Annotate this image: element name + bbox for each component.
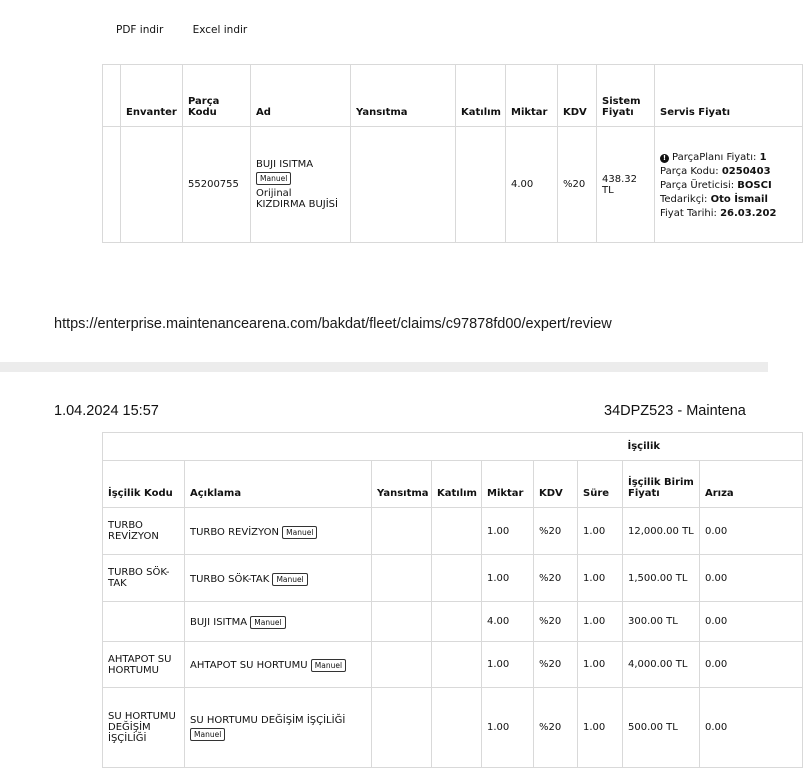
duration-cell: 1.00 — [578, 642, 623, 688]
duration-header: Süre — [578, 461, 623, 508]
participation-header: Katılım — [456, 65, 506, 127]
labor-group-header-row — [103, 433, 803, 461]
manual-badge: Manuel — [256, 172, 291, 185]
description-cell: BUJI ISITMA Manuel — [185, 602, 372, 642]
part-description: KIZDIRMA BUJİSİ — [256, 199, 338, 210]
manual-badge: Manuel — [190, 728, 225, 741]
excel-download-link[interactable]: Excel indir — [192, 24, 248, 36]
manual-badge: Manuel — [282, 526, 317, 539]
name-header: Ad — [251, 65, 351, 127]
labor-code-cell: AHTAPOT SU HORTUMU — [103, 642, 185, 688]
table-row — [103, 688, 803, 768]
duration-cell: 1.00 — [578, 508, 623, 555]
fault-header: Arıza — [700, 461, 803, 508]
description-cell: SU HORTUMU DEĞİŞİM İŞÇİLİĞİ Manuel — [185, 688, 372, 768]
description-header: Açıklama — [185, 461, 372, 508]
vat-header: KDV — [558, 65, 597, 127]
select-column-header — [103, 65, 121, 127]
fault-cell: 0.00 — [700, 642, 803, 688]
labor-code-cell: TURBO SÖK-TAK — [103, 555, 185, 602]
duration-cell: 1.00 — [578, 555, 623, 602]
labor-group-header: İşçilik — [623, 433, 803, 461]
reflection-header: Yansıtma — [351, 65, 456, 127]
quantity-cell: 1.00 — [482, 688, 534, 768]
labor-reflection-header: Yansıtma — [372, 461, 432, 508]
vat-cell: %20 — [534, 642, 578, 688]
screenshot-divider — [0, 362, 768, 372]
duration-cell: 1.00 — [578, 688, 623, 768]
description-cell: TURBO SÖK-TAK Manuel — [185, 555, 372, 602]
quantity-cell: 4.00 — [482, 602, 534, 642]
system-price-cell: 438.32 TL — [597, 127, 655, 243]
labor-vat-header: KDV — [534, 461, 578, 508]
part-code-cell: 55200755 — [183, 127, 251, 243]
vat-cell: %20 — [558, 127, 597, 243]
service-price-cell: ! ParçaPlanı Fiyatı: 1 Parça Kodu: 0250403 Parça Üreticisi: BOSCI Tedarikçi: Oto İsmail Fiyat Tarihi: 26.03.202 — [655, 127, 803, 243]
system-price-header: Sistem Fiyatı — [597, 65, 655, 127]
participation-cell — [456, 127, 506, 243]
table-row — [103, 602, 803, 642]
quantity-cell: 1.00 — [482, 642, 534, 688]
parts-row — [103, 127, 803, 243]
pdf-download-link[interactable]: PDF indir — [116, 24, 164, 36]
manual-badge: Manuel — [250, 616, 285, 629]
description-cell: TURBO REVİZYON Manuel — [185, 508, 372, 555]
duration-cell: 1.00 — [578, 602, 623, 642]
unit-price-cell: 12,000.00 TL — [623, 508, 700, 555]
select-cell — [103, 127, 121, 243]
labor-header-row — [103, 461, 803, 508]
vat-cell: %20 — [534, 508, 578, 555]
manual-badge: Manuel — [272, 573, 307, 586]
info-icon: ! — [660, 154, 669, 163]
labor-code-cell: SU HORTUMU DEĞİŞİM İŞÇİLİĞİ — [103, 688, 185, 768]
labor-code-header: İşçilik Kodu — [103, 461, 185, 508]
unit-price-cell: 300.00 TL — [623, 602, 700, 642]
fault-cell: 0.00 — [700, 602, 803, 642]
download-links — [116, 24, 273, 36]
part-origin: Orijinal — [256, 188, 292, 199]
unit-price-header: İşçilik Birim Fiyatı — [623, 461, 700, 508]
description-cell: AHTAPOT SU HORTUMU Manuel — [185, 642, 372, 688]
unit-price-cell: 1,500.00 TL — [623, 555, 700, 602]
vat-cell: %20 — [534, 555, 578, 602]
labor-code-cell — [103, 602, 185, 642]
fault-cell: 0.00 — [700, 508, 803, 555]
vat-cell: %20 — [534, 602, 578, 642]
reflection-cell — [351, 127, 456, 243]
name-cell — [251, 127, 351, 243]
table-row — [103, 642, 803, 688]
quantity-header: Miktar — [506, 65, 558, 127]
page-title: 34DPZ523 - Maintena — [604, 403, 746, 419]
fault-cell: 0.00 — [700, 688, 803, 768]
labor-participation-header: Katılım — [432, 461, 482, 508]
inventory-cell — [121, 127, 183, 243]
fault-cell: 0.00 — [700, 555, 803, 602]
quantity-cell: 1.00 — [482, 555, 534, 602]
labor-code-cell: TURBO REVİZYON — [103, 508, 185, 555]
labor-quantity-header: Miktar — [482, 461, 534, 508]
print-timestamp: 1.04.2024 15:57 — [54, 403, 159, 419]
vat-cell: %20 — [534, 688, 578, 768]
unit-price-cell: 500.00 TL — [623, 688, 700, 768]
part-name: BUJI ISITMA — [256, 159, 314, 170]
quantity-cell: 1.00 — [482, 508, 534, 555]
inventory-header: Envanter — [121, 65, 183, 127]
table-row — [103, 508, 803, 555]
table-row — [103, 555, 803, 602]
page-url: https://enterprise.maintenancearena.com/bakdat/fleet/claims/c97878fd00/expert/review — [54, 316, 612, 332]
unit-price-cell: 4,000.00 TL — [623, 642, 700, 688]
labor-table — [102, 432, 803, 768]
parts-table — [102, 64, 803, 243]
quantity-cell: 4.00 — [506, 127, 558, 243]
parts-header-row — [103, 65, 803, 127]
part-code-header: Parça Kodu — [183, 65, 251, 127]
manual-badge: Manuel — [311, 659, 346, 672]
service-price-header: Servis Fiyatı — [655, 65, 803, 127]
